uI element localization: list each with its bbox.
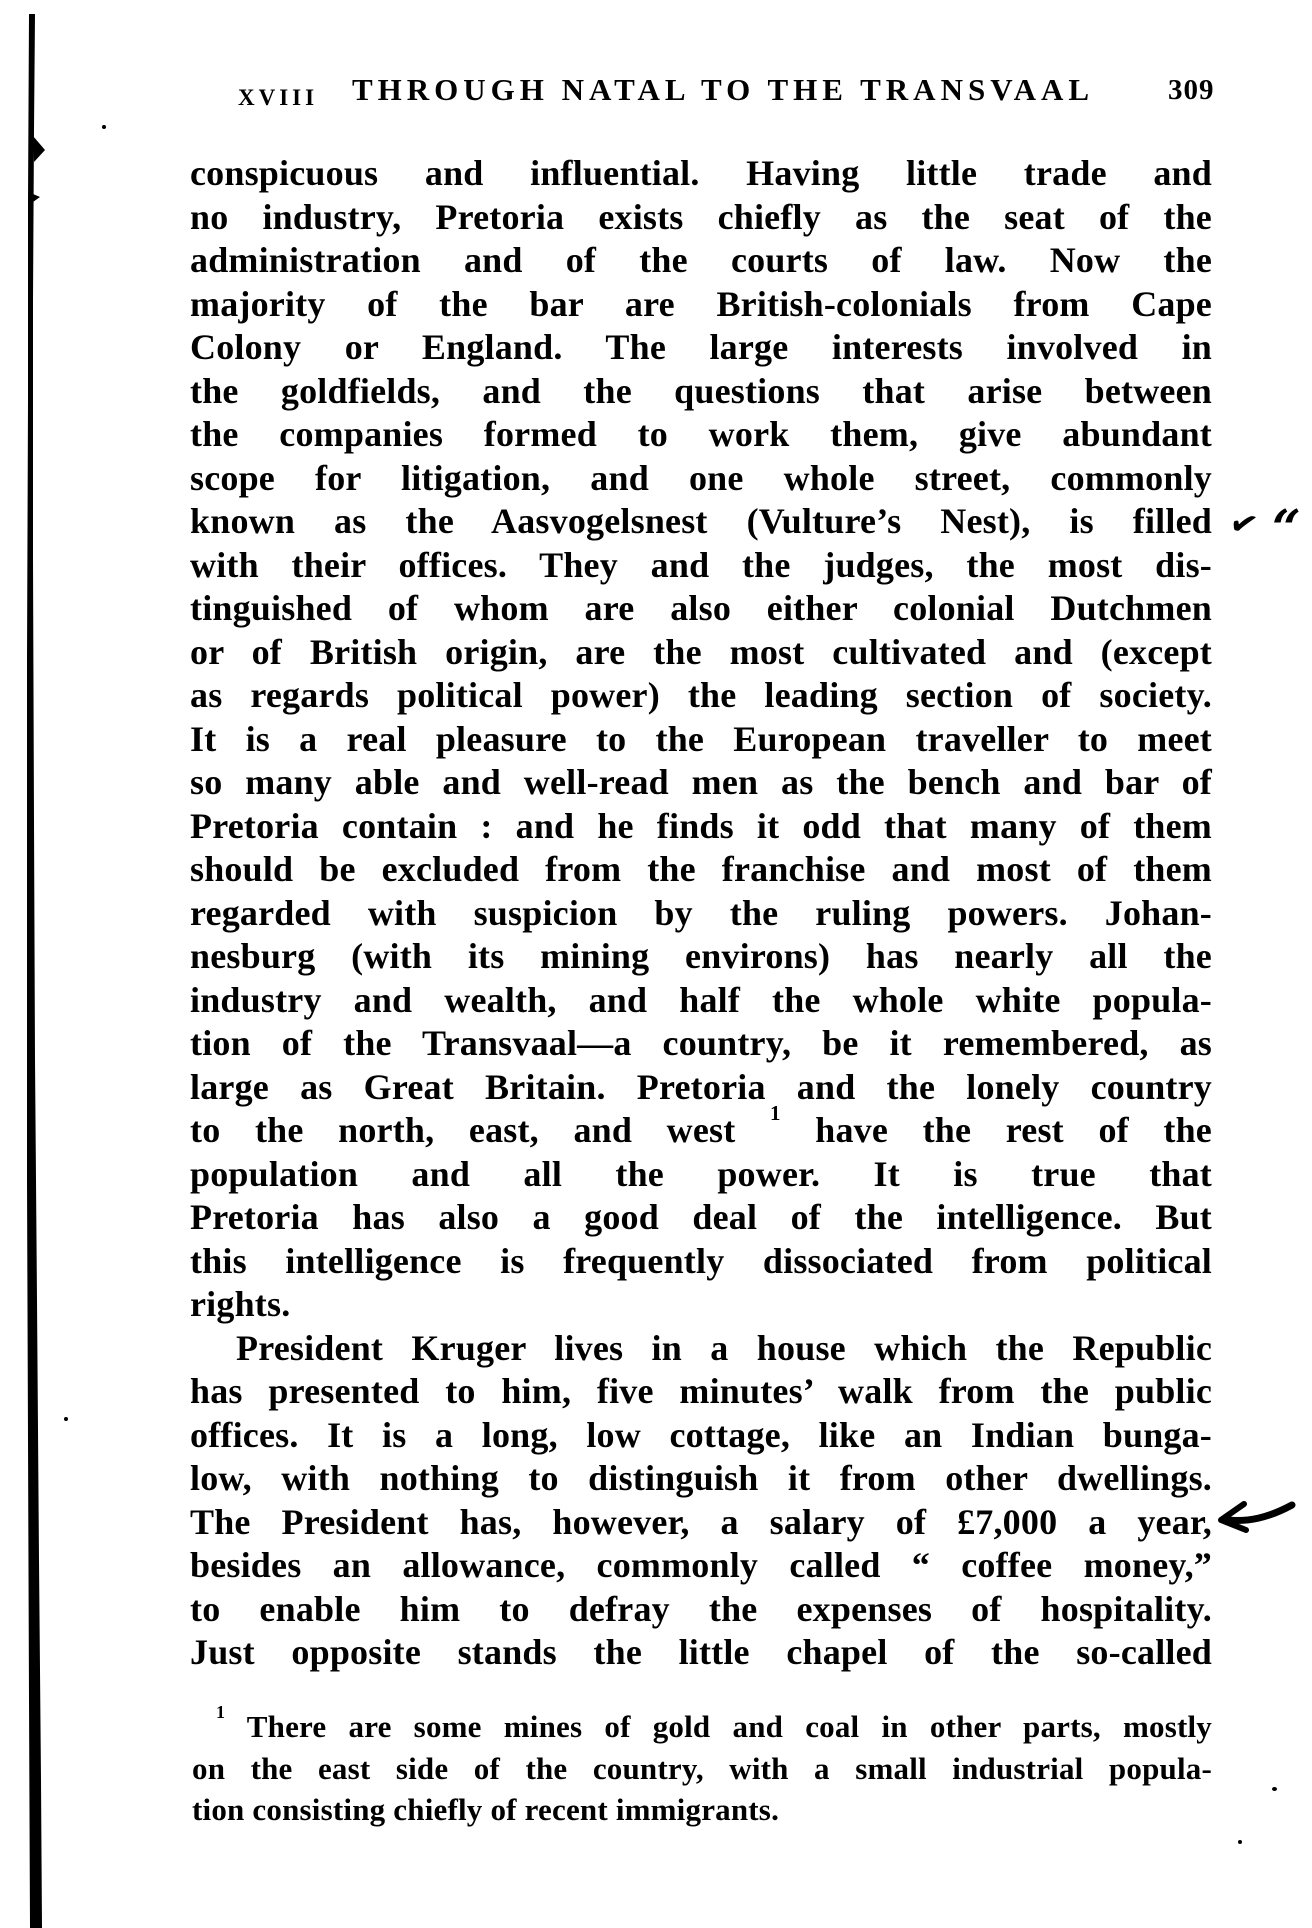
ink-speck <box>1238 1840 1242 1844</box>
text-segment: have the rest of the <box>815 1110 1212 1150</box>
margin-tick-annotation-icon: ✔ <box>1225 501 1262 546</box>
header-page-number: 309 <box>1168 74 1215 106</box>
text-line: has presented to him, five minutes’ walk from the public <box>190 1371 1212 1411</box>
text-line: majority of the bar are British-colonials from Cape <box>190 283 1212 324</box>
text-line: this intelligence is frequently dissociated from political <box>190 1240 1212 1281</box>
footnote-text-segment: There are some mines of gold and coal in other parts, mostly <box>246 1709 1212 1744</box>
text-line: or of British origin, are the most cultivated and (except <box>190 631 1212 672</box>
text-line: no industry, Pretoria exists chiefly as the seat of the <box>190 196 1212 237</box>
text-line: the companies formed to work them, give abundant <box>190 414 1212 454</box>
text-segment: to the north, east, and west <box>190 1110 736 1150</box>
ink-speck <box>64 1417 68 1421</box>
ink-speck <box>1272 1787 1277 1791</box>
text-line: conspicuous and influential. Having little trade and <box>190 153 1212 193</box>
text-line: Colony or England. The large interests involved in <box>190 327 1212 367</box>
text-line: Pretoria contain : and he finds it odd that many of them <box>190 805 1212 846</box>
text-line: regarded with suspicion by the ruling powers. Johan- <box>190 892 1212 933</box>
header-chapter-number: XVIII <box>238 85 319 110</box>
text-line: low, with nothing to distinguish it from other dwellings. <box>190 1458 1212 1498</box>
text-line: with their offices. They and the judges, the most dis- <box>190 544 1212 585</box>
footnote-line: on the east side of the country, with a small industrial popula- <box>192 1750 1212 1786</box>
text-line: tion of the Transvaal—a country, be it remembered, as <box>190 1023 1212 1063</box>
text-line: tinguished of whom are also either colonial Dutchmen <box>190 588 1212 628</box>
text-line: Pretoria has also a good deal of the intelligence. But <box>190 1197 1212 1237</box>
text-line: to enable him to defray the expenses of hospitality. <box>190 1588 1212 1629</box>
text-line: large as Great Britain. Pretoria and the lonely country <box>190 1066 1212 1107</box>
text-line: The President has, however, a salary of £7,000 a year, <box>190 1501 1212 1542</box>
text-line: the goldfields, and the questions that arise between <box>190 370 1212 411</box>
text-line: Just opposite stands the little chapel of the so-called <box>190 1632 1212 1672</box>
text-line: administration and of the courts of law. Now the <box>190 240 1212 280</box>
text-line: as regards political power) the leading section of society. <box>190 675 1212 715</box>
text-line: should be excluded from the franchise and most of them <box>190 849 1212 889</box>
paragraph-first-line: President Kruger lives in a house which the Republic <box>236 1327 1212 1368</box>
text-line: It is a real pleasure to the European traveller to meet <box>190 718 1212 759</box>
text-line: nesburg (with its mining environs) has nearly all the <box>190 936 1212 976</box>
text-line: population and all the power. It is true that <box>190 1153 1212 1194</box>
text-line: scope for litigation, and one whole street, commonly <box>190 457 1212 498</box>
footnote-reference-marker: 1 <box>770 1100 781 1125</box>
margin-quote-annotation-icon: “ <box>1272 498 1301 557</box>
text-line: besides an allowance, commonly called “ coffee money,” <box>190 1545 1212 1585</box>
text-line: offices. It is a long, low cottage, like an Indian bunga- <box>190 1414 1212 1455</box>
footnote-number: 1 <box>216 1701 226 1722</box>
header-running-title: THROUGH NATAL TO THE TRANSVAAL <box>352 72 1095 107</box>
text-line: known as the Aasvogelsnest (Vulture’s Nest), is filled <box>190 501 1212 541</box>
footnote-line: tion consisting chiefly of recent immigrants. <box>192 1792 780 1827</box>
text-line: so many able and well-read men as the bench and bar of <box>190 762 1212 802</box>
ink-speck <box>102 125 106 129</box>
text-line: industry and wealth, and half the whole white popula- <box>190 979 1212 1020</box>
paragraph-last-line: rights. <box>190 1284 291 1324</box>
